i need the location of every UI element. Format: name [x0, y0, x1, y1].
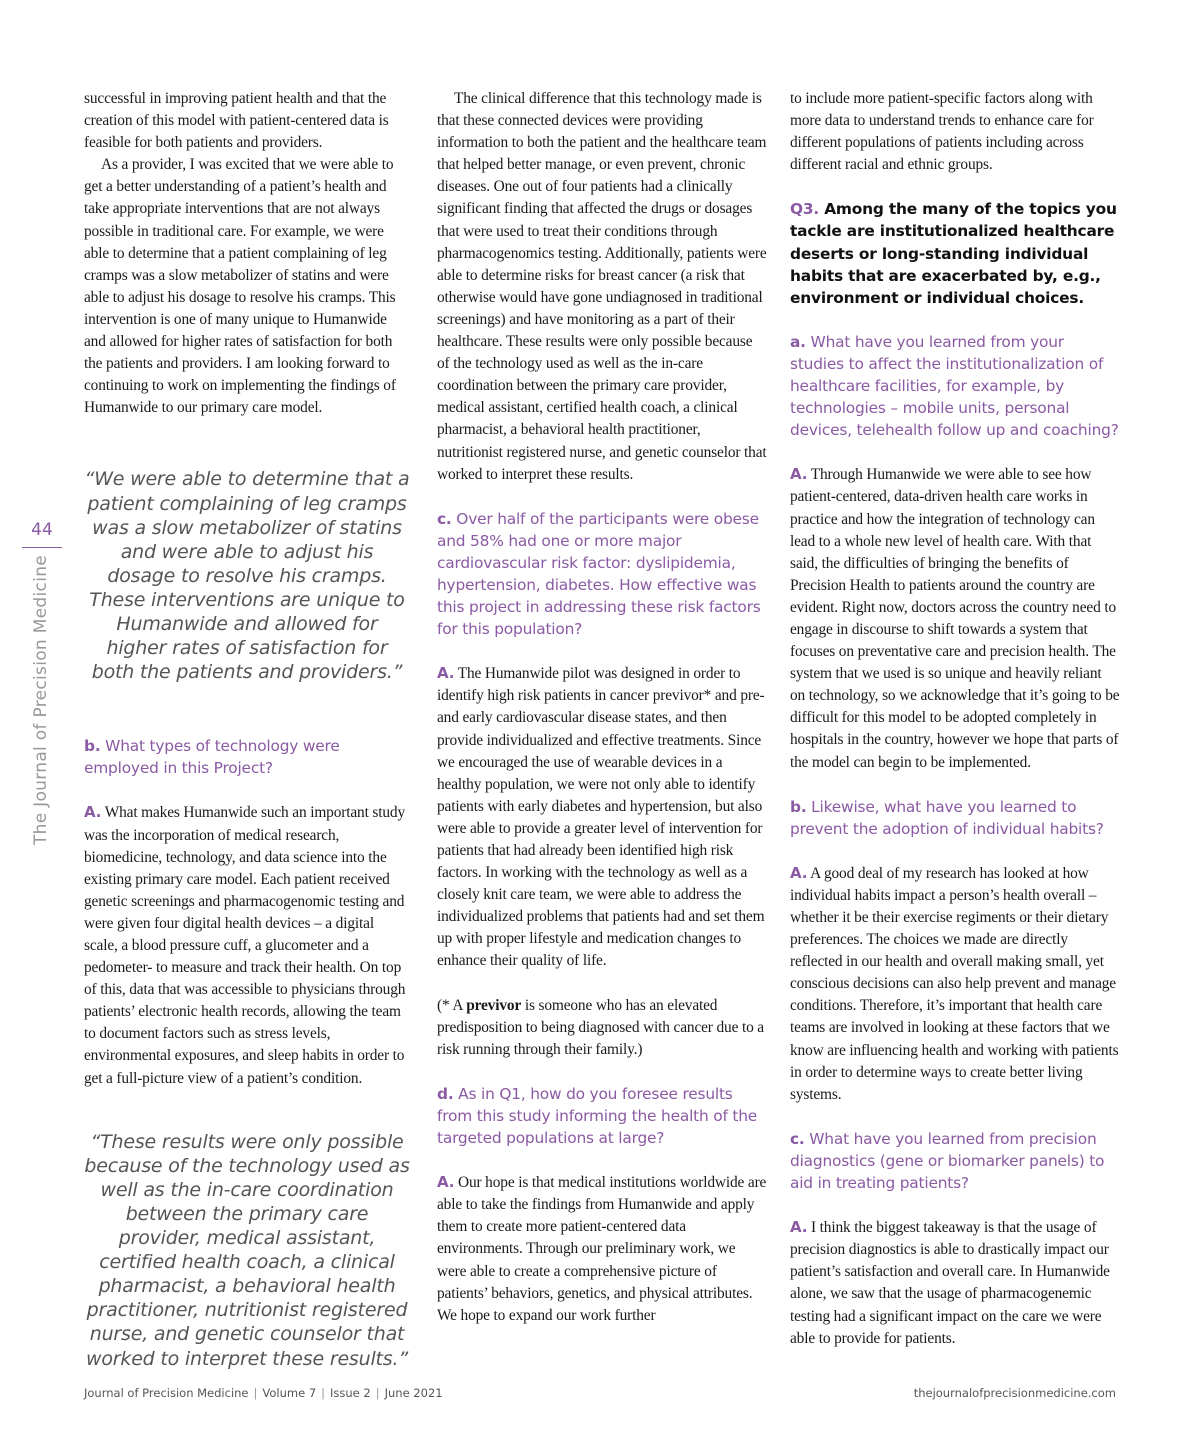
- question-label: a.: [790, 332, 806, 351]
- question-text: Likewise, what have you learned to prevent the adoption of individual habits?: [790, 797, 1104, 838]
- pull-quote: “We were able to determine that a patient complaining of leg cramps was a slow metabolizer of statins and were able to adjust his dosage to resolve his cramps. These interventions are unique to Humanwide and allowed for higher rates of satisfaction for both the patients and providers.”: [84, 468, 410, 684]
- paragraph: The clinical difference that this technology made is that these connected devices were providing information to both the patient and the healthcare team that helped better manage, or even prevent, chronic diseases. One out of four patients had a clinically significant finding that affected the drugs or dosages that were used to treat their conditions through pharmacogenomics testing. Additionally, patients were able to determine risks for breast cancer (a risk that otherwise would have gone undiagnosed in traditional screenings) and have monitoring as a part of their healthcare. These results were only possible because of the technology used as well as the in-care coordination between the primary care provider, medical assistant, certified health coach, a clinical pharmacist, a behavioral health practitioner, nutritionist registered nurse, and genetic counselor that worked to interpret these results.: [437, 90, 767, 483]
- footer-citation: Journal of Precision Medicine | Volume 7 | Issue 2 | June 2021: [84, 1386, 443, 1400]
- column-3: [790, 88, 1120, 1350]
- pull-quote: “These results were only possible because of the technology used as well as the in-care coordination between the primary care provider, medical assistant, certified health coach, a clinical pharmacist, a behavioral health practitioner, nutritionist registered nurse, and genetic counselor that worked to interpret these results.”: [84, 1130, 410, 1370]
- answer-label: A.: [437, 1173, 455, 1192]
- question-q3: [790, 198, 1120, 308]
- question-label: Q3.: [790, 200, 820, 219]
- answer-label: A.: [84, 803, 102, 822]
- question-text: Among the many of the topics you tackle are institutionalized healthcare deserts or long-standing individual habits that are exacerbated by, e.g., environment or individual choices.: [790, 200, 1117, 307]
- question-b: [790, 796, 1120, 840]
- question-c: [437, 508, 767, 641]
- answer-b: [790, 862, 1120, 1106]
- answer-c: [790, 1216, 1120, 1350]
- answer-c: [437, 662, 767, 972]
- answer-text: I think the biggest takeaway is that the usage of precision diagnostics is able to drastically impact our patient’s satisfaction and overall care. In Humanwide alone, we saw that the usage of pharmacogenemic testing had a significant impact on the care we were able to provide for patients.: [790, 1219, 1110, 1347]
- answer-a: [790, 463, 1120, 773]
- question-text: Over half of the participants were obese and 58% had one or more major cardiovascular risk factor: dyslipidemia, hypertension, diabetes. How effective was this project in addressing these risk factors for this population?: [437, 509, 761, 639]
- question-c: [790, 1128, 1120, 1194]
- answer-b: [84, 801, 410, 1089]
- column-1: [84, 88, 410, 1371]
- paragraph: to include more patient-specific factors along with more data to understand trends to enhance care for different populations of patients including across different racial and ethnic groups.: [790, 90, 1094, 174]
- question-b: [84, 735, 410, 779]
- page-number-rule: [22, 547, 62, 548]
- answer-text: A good deal of my research has looked at how individual habits impact a person’s health overall – whether it be their exercise regiments or their dietary preferences. The choices we made are directly reflected in our health and overall making small, yet conscious decisions can also help prevent and manage conditions. Therefore, it’s important that health care teams are involved in looking at these factors that we know are influencing health and working with patients in order to determine ways to create better living systems.: [790, 864, 1119, 1103]
- paragraph: successful in improving patient health and that the creation of this model with patient-centered data is feasible for both patients and providers.: [84, 90, 389, 152]
- answer-label: A.: [790, 863, 808, 882]
- paragraph: As a provider, I was excited that we were able to get a better understanding of a patient’s health and take appropriate interventions that are not always possible in traditional care. For example, we were able to determine that a patient complaining of leg cramps was a slow metabolizer of statins and were able to adjust his dosage to resolve his cramps. This intervention is one of many unique to Humanwide and allowed for higher rates of satisfaction for both the patients and providers. I am looking forward to continuing to work on implementing the findings of Humanwide to our primary care model.: [84, 156, 396, 417]
- question-label: b.: [790, 797, 807, 816]
- question-label: c.: [437, 509, 452, 528]
- answer-text: Through Humanwide we were able to see how patient-centered, data-driven health care works in practice and how the integration of technology can lead to a whole new level of health care. With that said, the difficulties of bringing the benefits of Precision Health to patients around the country are evident. Right now, doctors across the country need to engage in discourse to shift towards a system that focuses on preventative care and precision health. The system that we used is so unique and heavily reliant on technology, so we acknowledge that it’s going to be difficult for this model to be adopted completely in hospitals in the country, however we hope that parts of the model can begin to be implemented.: [790, 466, 1120, 771]
- footer-issue: Issue 2: [330, 1386, 371, 1400]
- footnote: (* A previvor is someone who has an elevated predisposition to being diagnosed with cancer due to a risk running through their family.): [437, 996, 764, 1058]
- footer-website: thejournalofprecisionmedicine.com: [913, 1386, 1116, 1400]
- question-label: b.: [84, 737, 101, 756]
- question-a: [790, 331, 1120, 441]
- answer-text: The Humanwide pilot was designed in order to identify high risk patients in cancer previvor* and pre- and early cardiovascular disease states, and then provide individualized and effective treatments. Since we encouraged the use of wearable devices in a healthy population, we were not only able to identify patients with early diabetes and hypertension, but also were able to provide a greater level of intervention for patients that had already been identified high risk factors. In working with the technology as well as a closely knit care team, we were able to address the individualized problems that patients had and set them up with proper lifestyle and medication changes to enhance their quality of life.: [437, 665, 765, 970]
- column-2: [437, 88, 767, 1327]
- footer-journal: Journal of Precision Medicine: [84, 1386, 249, 1400]
- answer-d: [437, 1171, 767, 1327]
- answer-label: A.: [437, 664, 455, 683]
- question-label: c.: [790, 1129, 805, 1148]
- footer-date: June 2021: [384, 1386, 443, 1400]
- question-text: What types of technology were employed in this Project?: [84, 737, 340, 778]
- journal-vertical-title: The Journal of Precision Medicine: [31, 554, 51, 846]
- question-text: What have you learned from your studies to affect the institutionalization of healthcare facilities, for example, by technologies – mobile units, personal devices, telehealth follow up and coaching?: [790, 332, 1119, 440]
- page-number: 44: [31, 520, 53, 540]
- answer-text: Our hope is that medical institutions worldwide are able to take the findings from Humanwide and apply them to create more patient-centered data environments. Through our preliminary work, we were able to create a comprehensive picture of patients’ behaviors, genetics, and physical attributes. We hope to expand our work further: [437, 1174, 767, 1324]
- question-text: What have you learned from precision diagnostics (gene or biomarker panels) to aid in treating patients?: [790, 1129, 1105, 1193]
- footnote-term: previvor: [466, 996, 522, 1014]
- question-label: d.: [437, 1084, 454, 1103]
- answer-label: A.: [790, 465, 808, 484]
- question-d: [437, 1083, 767, 1149]
- footer-volume: Volume 7: [262, 1386, 317, 1400]
- answer-text: What makes Humanwide such an important study was the incorporation of medical research, biomedicine, technology, and data science into the existing primary care model. Each patient received genetic screenings and pharmacogenomic testing and were given four digital health devices – a digital scale, a blood pressure cuff, a glucometer and a pedometer- to measure and track their health. On top of this, data that was accessible to physicians through patients’ electronic health records, allowing the team to document factors such as stress levels, environmental exposures, and sleep habits in order to get a full-picture view of a patient’s condition.: [84, 804, 406, 1087]
- answer-label: A.: [790, 1218, 808, 1237]
- question-text: As in Q1, how do you foresee results from this study informing the health of the targeted populations at large?: [437, 1084, 758, 1148]
